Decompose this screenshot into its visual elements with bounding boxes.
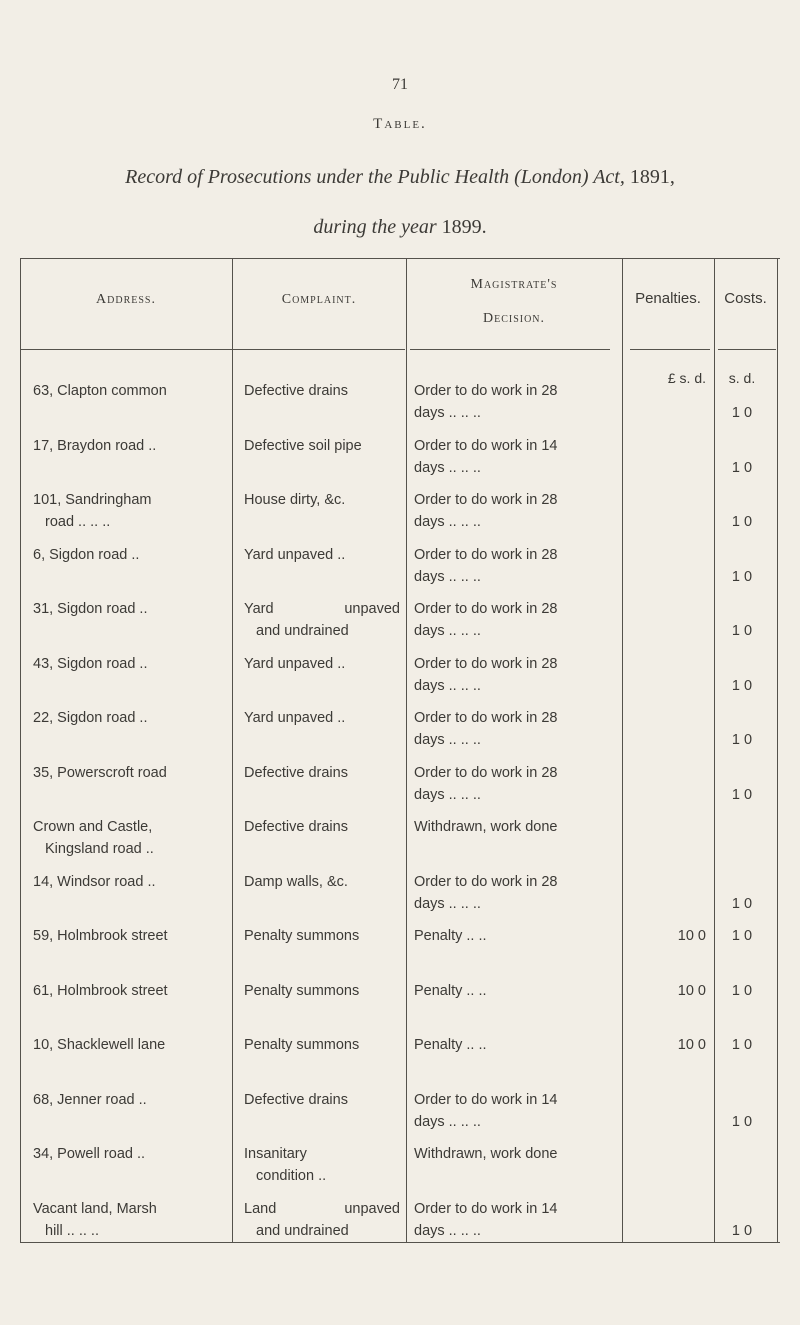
cell-address [33,707,218,729]
decision-line: days .. .. .. [414,895,481,912]
table-heading: Table. [373,116,427,132]
cell-decision [414,762,614,806]
cell-complaint [244,707,400,729]
address-line: 17, Braydon road .. [33,437,157,454]
cell-cost: 1 0 [731,732,753,748]
decision-line: days .. .. .. [414,514,481,530]
cell-complaint [244,435,400,457]
complaint-line: and undrained [256,623,349,639]
cell-cost: 1 0 [731,459,753,476]
decision-line: Order to do work in 14 [414,1200,558,1217]
cell-cost: 1 0 [731,1113,753,1130]
cell-address [33,871,218,893]
address-line: Vacant land, Marsh [33,1200,157,1217]
cell-cost: 1 0 [731,928,753,944]
complaint-line: Yard unpaved .. [244,546,346,563]
decision-line: days .. .. .. [414,623,481,639]
cell-address [33,598,218,620]
decision-line: days .. .. .. [414,568,481,585]
cell-decision [414,489,614,533]
address-line: 61, Holmbrook street [33,982,168,999]
cell-complaint [244,1089,400,1111]
address-line: 35, Powerscroft road [33,764,167,781]
complaint-line: Insanitary [244,1146,307,1162]
rule-penalties-costs [714,258,715,1243]
decision-line: Order to do work in 28 [414,710,558,726]
decision-line: Penalty .. .. [414,1037,487,1053]
column-header-costs: Costs. [724,290,767,307]
address-line: 101, Sandringham [33,492,152,508]
complaint-line: Damp walls, &c. [244,873,348,890]
address-line: road .. .. .. [45,514,111,530]
complaint-line: Land unpaved [244,1200,400,1217]
cell-penalty: 10 0 [677,982,706,999]
cell-complaint [244,871,400,893]
complaint-line: Defective drains [244,383,348,399]
address-line: 10, Shacklewell lane [33,1037,166,1053]
complaint-line: Defective drains [244,764,348,781]
address-line: 68, Jenner road .. [33,1091,147,1108]
cell-address [33,980,218,1002]
column-header-complaint: Complaint. [281,292,357,307]
cell-cost: 1 0 [731,1222,753,1239]
cell-cost: 1 0 [731,786,753,803]
complaint-line: Defective drains [244,819,348,835]
cell-decision [414,980,614,1002]
cell-address [33,489,218,533]
decision-line: Penalty .. .. [414,928,487,944]
cell-complaint [244,489,400,511]
decision-line: Order to do work in 14 [414,1091,558,1108]
rule-address-complaint [232,258,233,1243]
header-rule-costs [718,349,776,350]
decision-line: Withdrawn, work done [414,1146,558,1162]
rule-complaint-decision [406,258,407,1243]
cell-decision [414,871,614,915]
decision-line: Order to do work in 28 [414,655,558,672]
decision-line: Penalty .. .. [414,982,487,999]
cell-address [33,816,218,860]
complaint-line: Penalty summons [244,982,360,999]
title-line1-year: 1891, [629,166,675,188]
cell-decision [414,1034,614,1056]
complaint-line: Yard unpaved .. [244,655,346,672]
address-line: 14, Windsor road .. [33,873,156,890]
column-header-decision-line2: Decision. [482,311,546,326]
cell-address [33,435,218,457]
complaint-line: House dirty, &c. [244,492,346,508]
decision-line: Order to do work in 28 [414,873,558,890]
complaint-line: Penalty summons [244,928,360,944]
cell-decision [414,598,614,642]
decision-line: days .. .. .. [414,732,481,748]
decision-line: Order to do work in 14 [414,437,558,454]
cell-decision [414,435,614,479]
address-line: 59, Holmbrook street [33,928,168,944]
complaint-line: condition .. [256,1168,327,1184]
decision-line: days .. .. .. [414,459,481,476]
address-line: hill .. .. .. [45,1222,99,1239]
cell-address [33,380,218,402]
address-line: 43, Sigdon road .. [33,655,148,672]
cell-cost: 1 0 [731,568,753,585]
title-line1-text: Record of Prosecutions under the Public Health (London) Act, [125,166,625,188]
cell-complaint [244,1198,400,1242]
address-line: 31, Sigdon road .. [33,601,148,617]
rule-left [20,258,21,1243]
top-rule [20,258,780,259]
decision-line: Order to do work in 28 [414,492,558,508]
cell-address [33,1089,218,1111]
decision-line: Order to do work in 28 [414,601,558,617]
decision-line: Order to do work in 28 [414,546,558,563]
cell-decision [414,544,614,588]
header-rule-left [20,349,405,350]
cell-cost: 1 0 [731,514,753,530]
column-header-address: Address. [96,292,156,307]
decision-line: days .. .. .. [414,405,481,421]
cell-complaint [244,816,400,838]
decision-line: days .. .. .. [414,786,481,803]
decision-line: Withdrawn, work done [414,819,558,835]
title-line2-year: 1899. [441,216,487,238]
costs-units: s. d. [728,370,756,386]
decision-line: days .. .. .. [414,1113,481,1130]
cell-cost: 1 0 [731,677,753,694]
cell-address [33,762,218,784]
address-line: Kingsland road .. [45,841,154,857]
cell-complaint [244,762,400,784]
cell-cost: 1 0 [731,623,753,639]
cell-address [33,653,218,675]
cell-complaint [244,598,400,642]
cell-address [33,1198,218,1242]
complaint-line: and undrained [256,1222,349,1239]
cell-complaint [244,653,400,675]
page-number: 71 [392,76,408,93]
cell-decision [414,1198,614,1242]
cell-complaint [244,925,400,947]
decision-line: days .. .. .. [414,677,481,694]
cell-cost: 1 0 [731,895,753,912]
cell-complaint [244,1034,400,1056]
complaint-line: Defective drains [244,1091,348,1108]
cell-complaint [244,1143,400,1187]
title-line2-text: during the year [313,216,437,238]
column-header-penalties: Penalties. [635,290,701,307]
cell-cost: 1 0 [731,1037,753,1053]
decision-line: Order to do work in 28 [414,383,558,399]
cell-address [33,1143,218,1165]
cell-cost: 1 0 [731,405,753,421]
complaint-line: Yard unpaved .. [244,710,346,726]
cell-penalty: 10 0 [677,928,706,944]
rule-decision-penalties [622,258,623,1243]
bottom-rule [20,1242,780,1243]
cell-decision [414,653,614,697]
penalties-units: £ s. d. [667,370,706,386]
rule-right [777,258,778,1243]
decision-line: days .. .. .. [414,1222,481,1239]
cell-decision [414,1089,614,1133]
address-line: 63, Clapton common [33,383,167,399]
column-header-decision-line1: Magistrate's [470,277,558,292]
cell-decision [414,1143,614,1165]
cell-address [33,925,218,947]
address-line: 34, Powell road .. [33,1146,146,1162]
cell-decision [414,707,614,751]
cell-decision [414,816,614,838]
cell-address [33,544,218,566]
cell-complaint [244,980,400,1002]
address-line: 6, Sigdon road .. [33,546,140,563]
complaint-line: Penalty summons [244,1037,360,1053]
complaint-line: Defective soil pipe [244,437,362,454]
address-line: Crown and Castle, [33,819,153,835]
cell-decision [414,925,614,947]
address-line: 22, Sigdon road .. [33,710,148,726]
cell-complaint [244,544,400,566]
complaint-line: Yard unpaved [244,601,400,617]
header-rule-decision [410,349,610,350]
cell-address [33,1034,218,1056]
decision-line: Order to do work in 28 [414,764,558,781]
cell-cost: 1 0 [731,982,753,999]
cell-penalty: 10 0 [677,1037,706,1053]
cell-decision [414,380,614,424]
header-rule-penalties [630,349,710,350]
cell-complaint [244,380,400,402]
